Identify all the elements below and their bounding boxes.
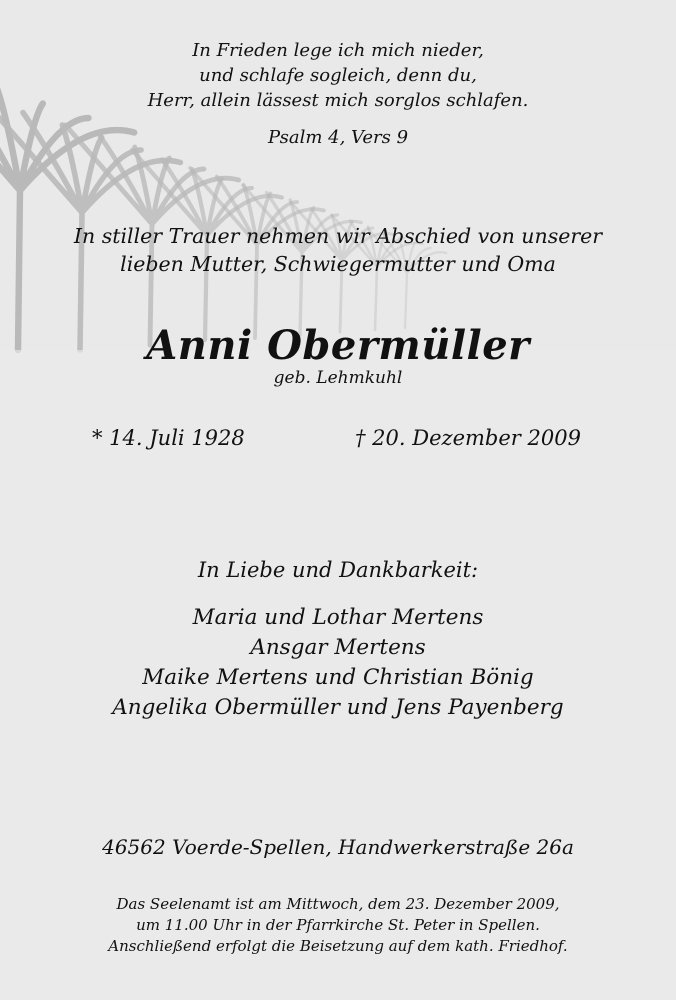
service-line: Das Seelenamt ist am Mittwoch, dem 23. Dezember 2009,: [116, 895, 560, 913]
intro-line: In stiller Trauer nehmen wir Abschied von unserer: [73, 224, 603, 248]
service-line: Anschließend erfolgt die Beisetzung auf dem kath. Friedhof.: [108, 937, 568, 955]
intro-line: lieben Mutter, Schwiegermutter und Oma: [120, 252, 556, 276]
service-info: [0, 894, 676, 957]
deceased-name: Anni Obermüller: [146, 322, 530, 369]
death-date: † 20. Dezember 2009: [355, 426, 581, 450]
birth-date: * 14. Juli 1928: [92, 426, 245, 450]
maiden-name: geb. Lehmkuhl: [273, 368, 403, 388]
family-member: Ansgar Mertens: [250, 635, 426, 660]
family-member: Angelika Obermüller und Jens Payenberg: [112, 695, 564, 720]
verse-line: Herr, allein lässest mich sorglos schlafen.: [147, 90, 529, 111]
verse-line: und schlafe sogleich, denn du,: [199, 65, 477, 86]
address: 46562 Voerde-Spellen, Handwerkerstraße 26a: [102, 835, 574, 859]
verse-line: In Frieden lege ich mich nieder,: [192, 40, 484, 61]
psalm-reference: Psalm 4, Vers 9: [267, 127, 409, 148]
mourning-intro: [0, 222, 676, 278]
family-member: Maria und Lothar Mertens: [192, 605, 484, 630]
thanks-heading: In Liebe und Dankbarkeit:: [197, 558, 479, 582]
bible-verse: [0, 38, 676, 113]
family-member: Maike Mertens und Christian Bönig: [142, 665, 534, 690]
family-list: [0, 603, 676, 723]
service-line: um 11.00 Uhr in der Pfarrkirche St. Peter in Spellen.: [136, 916, 540, 934]
